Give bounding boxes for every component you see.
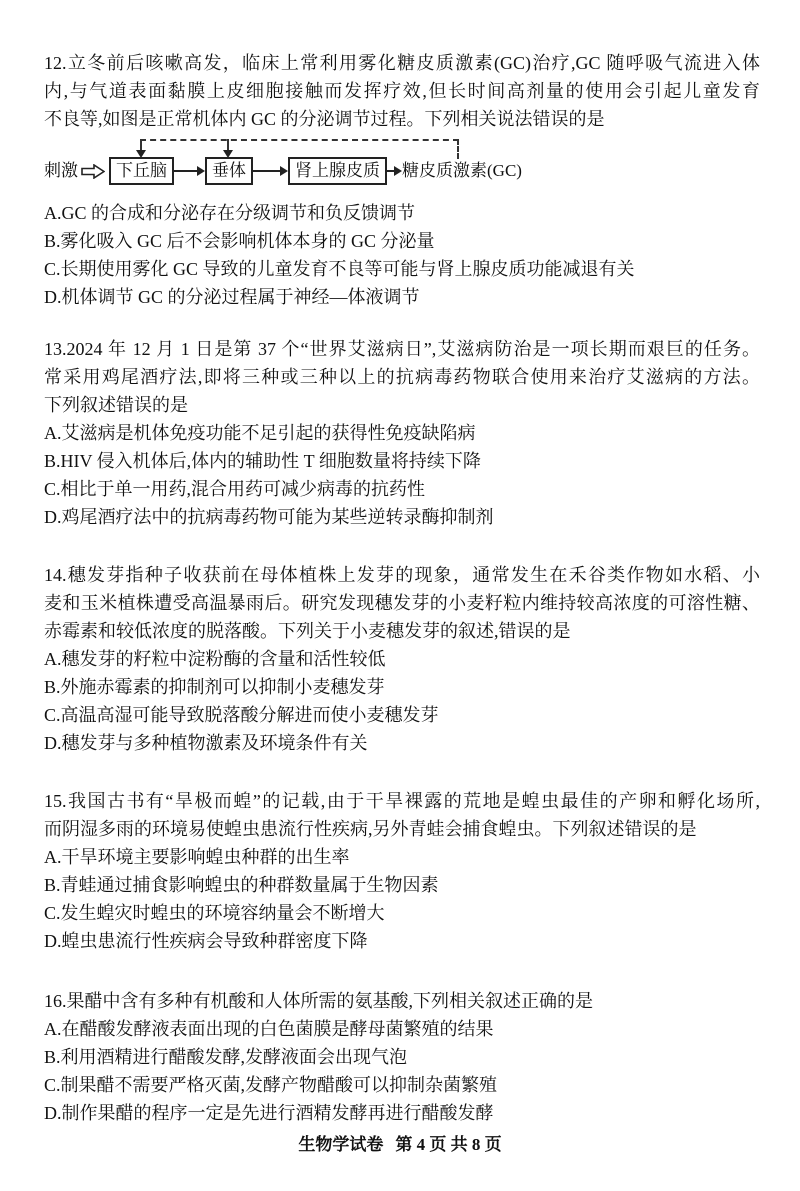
stem-line: 16.果醋中含有多种有机酸和人体所需的氨基酸,下列相关叙述正确的是 [44,991,593,1011]
option-c: C.长期使用雾化 GC 导致的儿童发育不良等可能与肾上腺皮质功能减退有关 [44,259,635,279]
question-stem [44,987,760,1015]
feedback-dashed-riser-gc [457,139,459,159]
question-12 [44,49,760,311]
stem-line: 14.穗发芽指种子收获前在母体植株上发芽的现象，通常发生在禾谷类作物如水稻、小 [44,565,760,585]
flow-arrow-icon [387,170,395,172]
question-stem [44,561,760,645]
option-list [44,1015,760,1127]
footer-paper-title: 生物学试卷 [298,1135,384,1154]
page-footer [0,1130,800,1155]
question-16 [44,987,760,1127]
stem-line: 不良等,如图是正常机体内 GC 的分泌调节过程。下列相关说法错误的是 [44,109,605,129]
option-b: B.外施赤霉素的抑制剂可以抑制小麦穗发芽 [44,677,385,697]
footer-page-indicator: 第 4 页 共 8 页 [395,1135,502,1154]
stem-line: 常采用鸡尾酒疗法,即将三种或三种以上的抗病毒药物联合使用来治疗艾滋病的方法。 [44,367,760,387]
stem-line: 赤霉素和较低浓度的脱落酸。下列关于小麦穗发芽的叙述,错误的是 [44,621,571,641]
option-list [44,645,760,757]
option-d: D.制作果醋的程序一定是先进行酒精发酵再进行醋酸发酵 [44,1103,494,1123]
hollow-right-arrow-icon [81,164,105,179]
flow-arrow-icon [253,170,281,172]
stem-line: 13.2024 年 12 月 1 日是第 37 个“世界艾滋病日”,艾滋病防治是一项长期而艰巨的任务。 [44,339,760,359]
stem-line: 下列叙述错误的是 [44,395,188,415]
option-d: D.穗发芽与多种植物激素及环境条件有关 [44,733,368,753]
option-list [44,199,760,311]
stem-line: 12.立冬前后咳嗽高发，临床上常利用雾化糖皮质激素(GC)治疗,GC 随呼吸气流进入体 [44,53,760,73]
flow-arrow-icon [174,170,198,172]
option-b: B.利用酒精进行醋酸发酵,发酵液面会出现气泡 [44,1047,408,1067]
question-stem [44,335,760,419]
stimulus-label: 刺激 [44,161,78,180]
diagram-flow-row [44,157,522,185]
option-b: B.HIV 侵入机体后,体内的辅助性 T 细胞数量将持续下降 [44,451,481,471]
question-stem [44,787,760,843]
option-a: A.艾滋病是机体免疫功能不足引起的获得性免疫缺陷病 [44,423,476,443]
option-list [44,843,760,955]
feedback-dashed-line [140,139,459,141]
option-b: B.青蛙通过捕食影响蝗虫的种群数量属于生物因素 [44,875,439,895]
option-d: D.鸡尾酒疗法中的抗病毒药物可能为某些逆转录酶抑制剂 [44,507,494,527]
option-a: A.在醋酸发酵液表面出现的白色菌膜是酵母菌繁殖的结果 [44,1019,494,1039]
gc-regulation-diagram [44,135,760,197]
option-a: A.穗发芽的籽粒中淀粉酶的含量和活性较低 [44,649,386,669]
option-c: C.发生蝗灾时蝗虫的环境容纳量会不断增大 [44,903,385,923]
question-stem [44,49,760,133]
question-14 [44,561,760,757]
node-pituitary: 垂体 [205,157,253,185]
stem-line: 15.我国古书有“旱极而蝗”的记载,由于干旱裸露的荒地是蝗虫最佳的产卵和孵化场所, [44,791,760,811]
option-a: A.GC 的合成和分泌存在分级调节和负反馈调节 [44,203,416,223]
option-c: C.制果醋不需要严格灭菌,发酵产物醋酸可以抑制杂菌繁殖 [44,1075,498,1095]
stem-line: 而阴湿多雨的环境易使蝗虫患流行性疾病,另外青蛙会捕食蝗虫。下列叙述错误的是 [44,819,697,839]
node-hypothalamus: 下丘脑 [109,157,174,185]
question-13 [44,335,760,531]
gc-output-label: 糖皮质激素(GC) [402,161,522,180]
option-c: C.相比于单一用药,混合用药可减少病毒的抗药性 [44,479,426,499]
option-c: C.高温高湿可能导致脱落酸分解进而使小麦穗发芽 [44,705,439,725]
option-b: B.雾化吸入 GC 后不会影响机体本身的 GC 分泌量 [44,231,435,251]
option-a: A.干旱环境主要影响蝗虫种群的出生率 [44,847,350,867]
node-adrenal-cortex: 肾上腺皮质 [288,157,387,185]
stem-line: 麦和玉米植株遭受高温暴雨后。研究发现穗发芽的小麦籽粒内维持较高浓度的可溶性糖、 [44,593,760,613]
option-d: D.蝗虫患流行性疾病会导致种群密度下降 [44,931,368,951]
option-list [44,419,760,531]
stem-line: 内,与气道表面黏膜上皮细胞接触而发挥疗效,但长时间高剂量的使用会引起儿童发育 [44,81,760,101]
question-15 [44,787,760,955]
option-d: D.机体调节 GC 的分泌过程属于神经—体液调节 [44,287,420,307]
